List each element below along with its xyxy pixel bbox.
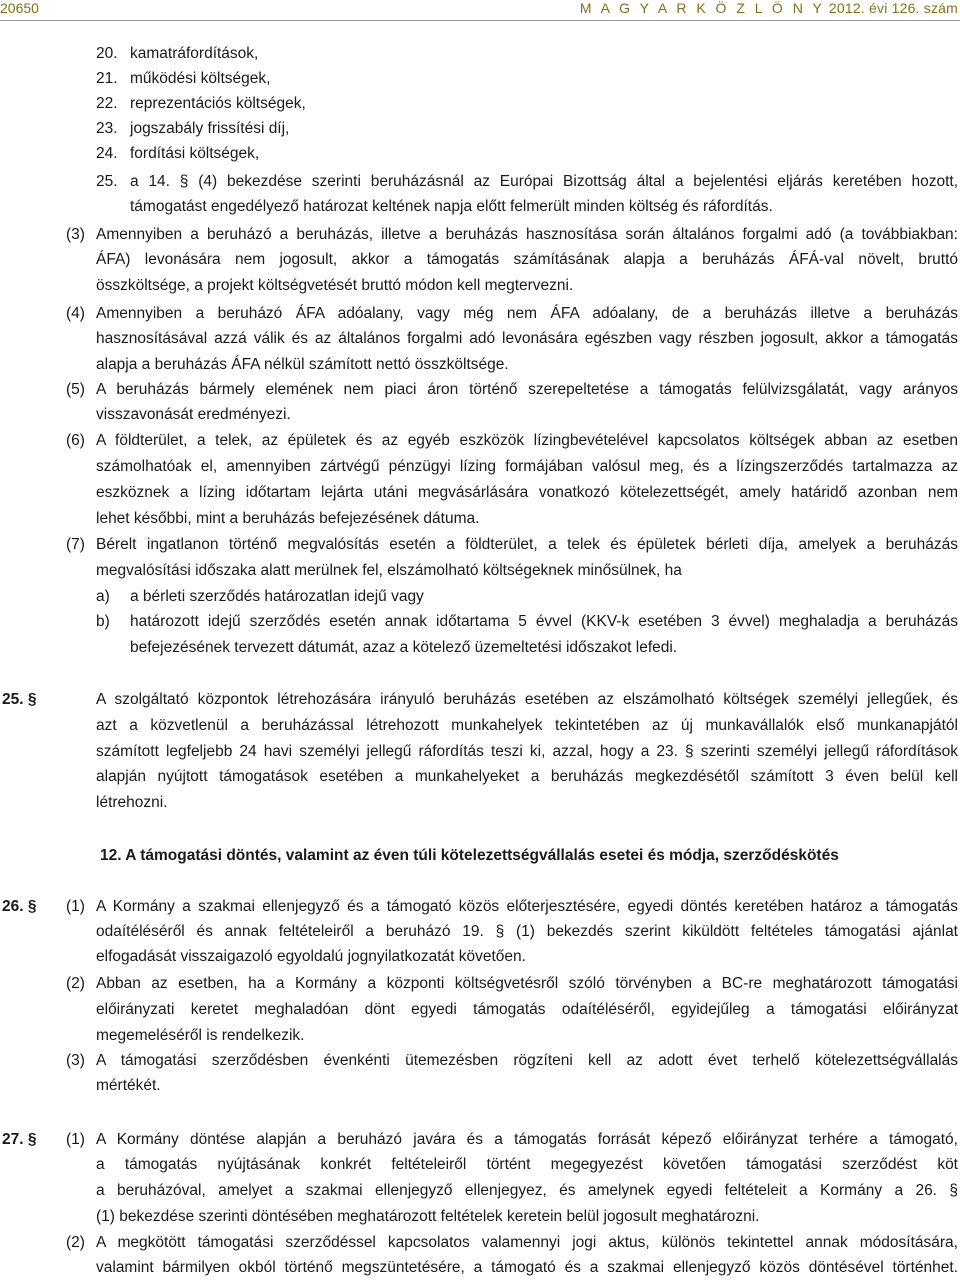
paragraph-line: megvalósítási időszaka alatt merülnek fel, elszámolható költségeknek minősülnek, ha: [96, 562, 682, 579]
paragraph-line: lehet későbbi, mint a beruházás befejezésének dátuma.: [96, 510, 480, 527]
section-line: azt a közvetlenül a beruházással létrehozott munkahelyek tekintetében az új munkavállalók első munkanapjától: [96, 717, 958, 734]
section-label: 27. §: [2, 1131, 37, 1148]
paragraph-number: (5): [66, 381, 85, 398]
paragraph-line: számolhatóak el, amennyiben zártvégű pénzügyi lízing formájában valósul meg, és a lízingszerződés tartalmazza az: [96, 458, 958, 475]
paragraph-number: (1): [66, 1131, 85, 1148]
paragraph-number: (3): [66, 1052, 85, 1069]
paragraph-line: odaítéléséről és annak feltételeiről a beruházó 19. § (1) bekezdés szerint kiküldött feltételes támogatási ajánlat: [96, 923, 958, 940]
list-item: működési költségek,: [130, 70, 271, 87]
paragraph-line: eszköznek a lízing időtartam lejárta utáni megvásárlására vonatkozó kötelezettségét, amely határidő azonban nem: [96, 484, 958, 501]
page-number: 20650: [0, 0, 39, 16]
paragraph-number: (7): [66, 536, 85, 553]
paragraph-line: előirányzati keretet meghaladóan dönt egyedi támogatás odaítéléséről, egyidejűleg a támogatási előirányzat: [96, 1001, 958, 1018]
paragraph-line: összköltsége, a projekt költségvetését bruttó módon kell megtervezni.: [96, 277, 574, 294]
section-line: létrehozni.: [96, 794, 168, 811]
list-number: 22.: [96, 95, 118, 112]
list-item: reprezentációs költségek,: [130, 95, 306, 112]
journal-name: M A G Y A R K Ö Z L Ö N Y: [579, 0, 825, 16]
list-number: 23.: [96, 120, 118, 137]
paragraph-number: (6): [66, 432, 85, 449]
paragraph-line: hasznosításával azzá válik és az általános forgalmi adó levonására egészben vagy részben jogosult, akkor a támogatás: [96, 330, 958, 347]
paragraph-number: (4): [66, 305, 85, 322]
list-item: fordítási költségek,: [130, 145, 260, 162]
section-line: alapján nyújtott támogatások esetében a munkahelyeket a beruházás megkezdésétől számított 3 éven belül kell: [96, 768, 958, 785]
subpoint-label: b): [96, 613, 110, 630]
list-number: 24.: [96, 145, 118, 162]
paragraph-line: visszavonását eredményezi.: [96, 406, 291, 423]
paragraph-line: megemeléséről is rendelkezik.: [96, 1027, 305, 1044]
list-number: 21.: [96, 70, 118, 87]
paragraph-number: (1): [66, 898, 85, 915]
list-item: kamatráfordítások,: [130, 45, 259, 62]
journal-title: [580, 0, 958, 16]
paragraph-line: Abban az esetben, ha a Kormány a központi költségvetésről szóló törvényben a BC-re meghatározott támogatási: [96, 975, 958, 992]
paragraph-line: A megkötött támogatási szerződéssel kapcsolatos valamennyi jogi aktus, különös tekintettel annak módosítására,: [96, 1234, 958, 1251]
paragraph-line: mértékét.: [96, 1077, 161, 1094]
paragraph-line: Amennyiben a beruházó a beruházás, illetve a beruházás hasznosítása során általános forgalmi adó (a továbbiakban:: [96, 226, 958, 243]
paragraph-line: A Kormány a szakmai ellenjegyző és a támogató közös előterjesztésére, egyedi döntés keretében határoz a támogatás: [96, 898, 958, 915]
paragraph-line: (1) bekezdése szerinti döntésében meghatározott feltételek keretein belül jogosult meghatározni.: [96, 1208, 760, 1225]
page-header: [0, 0, 960, 21]
chapter-title: 12. A támogatási döntés, valamint az éven túli kötelezettségvállalás esetei és módja, szerződéskötés: [100, 847, 839, 864]
paragraph-line: alapja a beruházás ÁFA nélkül számított nettó összköltsége.: [96, 356, 509, 373]
paragraph-line: A támogatási szerződésben évenkénti ütemezésben rögzíteni kell az adott évet terhelő kötelezettségvállalás: [96, 1052, 958, 1069]
list-number: 25.: [96, 173, 118, 190]
section-line: számított legfeljebb 24 havi személyi jellegű ráfordítás teszi ki, azzal, hogy a 23. § szerinti személyi jellegű ráfordítások: [96, 743, 958, 760]
section-label: 26. §: [2, 898, 37, 915]
list-number: 20.: [96, 45, 118, 62]
paragraph-line: A beruházás bármely elemének nem piaci áron történő szerepeltetése a támogatás felülvizsgálatát, vagy arányos: [96, 381, 958, 398]
paragraph-line: Bérelt ingatlanon történő megvalósítás esetén a földterület, a telek és épületek bérleti díja, amelyek a beruházás: [96, 536, 958, 553]
section-label: 25. §: [2, 691, 37, 708]
subpoint-text: határozott idejű szerződés esetén annak időtartama 5 évvel (KKV-k esetében 3 évvel) meghaladja a beruházás: [130, 613, 958, 630]
paragraph-number: (2): [66, 1234, 85, 1251]
paragraph-line: a támogatás nyújtásának konkrét feltételeiről történt megegyezést követően támogatási szerződést köt: [96, 1156, 958, 1173]
paragraph-line: valamint bármilyen okból történő megszüntetésére, a támogató és a szakmai ellenjegyző közös döntésével történhet.: [96, 1259, 958, 1276]
paragraph-line: Amennyiben a beruházó ÁFA adóalany, vagy még nem ÁFA adóalany, de a beruházás illetve a beruházás: [96, 305, 958, 322]
subpoint-text: befejezésének tervezett dátumát, azaz a kötelező üzemeltetési időszakot lefedi.: [130, 639, 678, 656]
list-item-continuation: támogatást engedélyező határozat keltének napja előtt felmerült minden költség és ráfordítás.: [130, 198, 773, 215]
issue-label: 2012. évi 126. szám: [828, 0, 958, 16]
list-item: jogszabály frissítési díj,: [130, 120, 290, 137]
paragraph-line: A Kormány döntése alapján a beruházó javára és a támogatás forrását képező előirányzat terhére a támogató,: [96, 1131, 958, 1148]
section-line: A szolgáltató központok létrehozására irányuló beruházás esetében az elszámolható költségek személyi jellegűek, és: [96, 691, 958, 708]
paragraph-line: ÁFA) levonására nem jogosult, akkor a támogatás számításának alapja a beruházás ÁFÁ-val növelt, bruttó: [96, 251, 958, 268]
subpoint-label: a): [96, 588, 110, 605]
subpoint-text: a bérleti szerződés határozatlan idejű vagy: [130, 588, 424, 605]
paragraph-number: (3): [66, 226, 85, 243]
list-item: a 14. § (4) bekezdése szerinti beruházásnál az Európai Bizottság által a bejelentési eljárás keretében hozott,: [130, 173, 958, 190]
paragraph-line: a beruházóval, amelyet a szakmai ellenjegyző ellenjegyez, és amelynek egyedi feltételeit a Kormány a 26. §: [96, 1182, 958, 1199]
paragraph-line: A földterület, a telek, az épületek és az egyéb eszközök lízingbevételével kapcsolatos költségek abban az esetben: [96, 432, 958, 449]
paragraph-line: elfogadását visszaigazoló egyoldalú jognyilatkozatát követően.: [96, 948, 526, 965]
paragraph-number: (2): [66, 975, 85, 992]
